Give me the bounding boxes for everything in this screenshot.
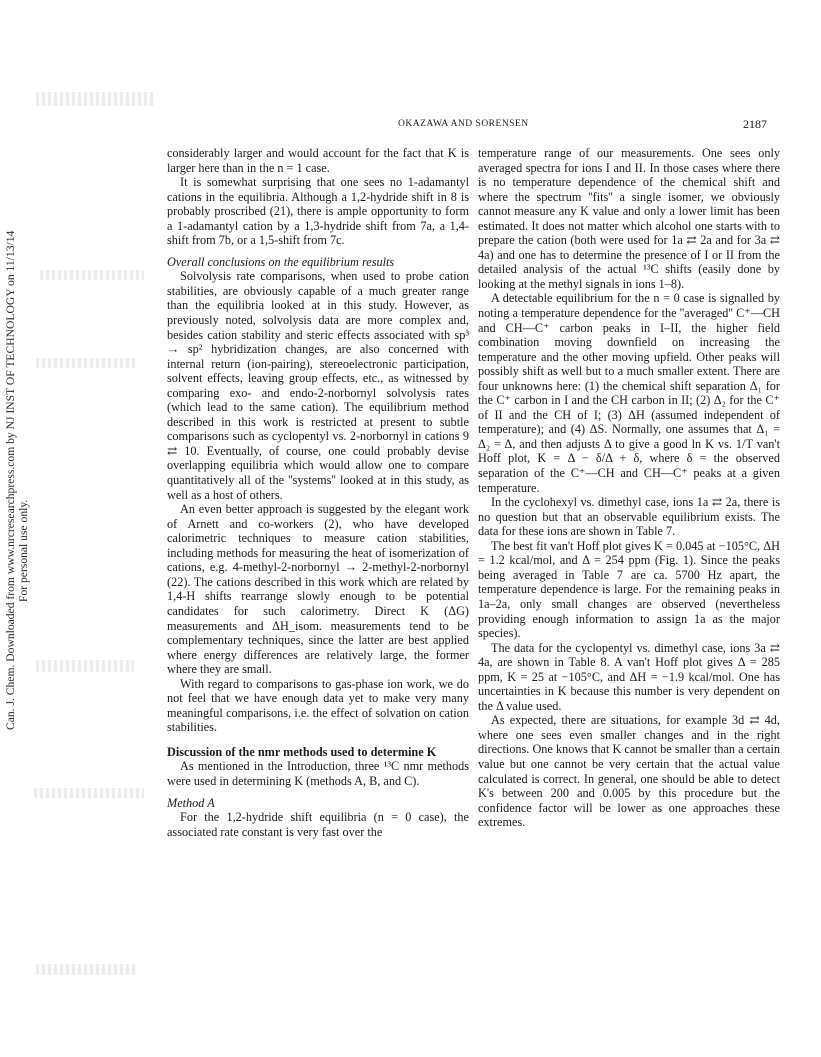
page-number: 2187: [743, 117, 767, 131]
paragraph: Solvolysis rate comparisons, when used to probe cation stabilities, are obviously capable of a much greater range than the equilibria looked at in this study. However, as previously noted, solvolysis data are more complex and, besides cation stability and steric effects associated with sp³ → sp² hybridization changes, are also concerned with internal return (ion-pairing), stereoelectronic participation, solvent effects, leaving group effects, etc., as witnessed by comparing exo- and endo-2-norbornyl solvolysis rates (which lead to the same cation). The equilibrium method described in this work is restricted at present to subtle comparisons such as cyclopentyl vs. 2-norbornyl in cations 9 ⇄ 10. Eventually, of course, one could probably devise overlapping equilibria which would allow one to compare quantitatively all of the ''systems'' looked at in this study, as well as a host of others.: [167, 269, 469, 502]
paragraph: As expected, there are situations, for example 3d ⇄ 4d, where one sees even smaller changes and in the right directions. One knows that K cannot be smaller than a certain value but one cannot be very certain that the actual value calculated is correct. In general, one should be able to detect K's between 200 and 0.005 by this procedure but the confidence factor will be lower as one approaches these extremes.: [478, 713, 780, 830]
running-head: OKAZAWA AND SORENSEN: [398, 119, 529, 129]
paragraph: A detectable equilibrium for the n = 0 case is signalled by noting a temperature dependence for the ''averaged'' C⁺—CH and CH—C⁺ carbon peaks in I–II, the higher field combination moving downfield on increasing the temperature and the other moving upfield. Other peaks will possibly shift as well but to a much smaller extent. There are four unknowns here: (1) the chemical shift separation Δ₁ for the C⁺ carbon in I and the CH carbon in II; (2) Δ₂ for the C⁺ of II and the CH of I; (3) ΔH (assumed independent of temperature); and (4) ΔS. Normally, one assumes that Δ₁ = Δ₂ = Δ, and then adjusts Δ to give a good ln K vs. 1/T van't Hoff plot, K = Δ − δ/Δ + δ, where δ = the observed separation of the C⁺—CH and CH—C⁺ peaks at a given temperature.: [478, 291, 780, 495]
paragraph: The data for the cyclopentyl vs. dimethyl case, ions 3a ⇄ 4a, are shown in Table 8. A van't Hoff plot gives Δ = 285 ppm, K = 25 at −105°C, and ΔH = −1.9 kcal/mol. One has uncertainties in K because this number is very dependent on the Δ value used.: [478, 640, 780, 713]
paragraph: As mentioned in the Introduction, three ¹³C nmr methods were used in determining K (methods A, B, and C).: [167, 759, 469, 788]
section-heading-nmr-methods: Discussion of the nmr methods used to determine K: [167, 744, 437, 759]
watermark-line-2: For personal use only.: [17, 499, 30, 602]
bleed-through-smudge: [36, 964, 136, 975]
paragraph: With regard to comparisons to gas-phase ion work, we do not feel that we have enough data yet to make very many meaningful comparisons, i.e. the effect of solvation on cation stabilities.: [167, 676, 469, 735]
paragraph: For the 1,2-hydride shift equilibria (n = 0 case), the associated rate constant is very fast over the: [167, 810, 469, 839]
paragraph: temperature range of our measurements. One sees only averaged spectra for ions I and II. In those cases where there is no temperature dependence of the chemical shift and where the spectrum ''fits'' a single isomer, we obviously cannot measure any K value and only a lower limit has been estimated. It does not matter which alcohol one starts with to prepare the cation (both were used for 1a ⇄ 2a and for 3a ⇄ 4a) and one has to determine the presence of I or II from the detailed analysis of the actual ¹³C shifts (easily done by looking at the methyl signals in ions 1–8).: [478, 146, 780, 291]
paragraph: The best fit van't Hoff plot gives K = 0.045 at −105°C, ΔH = 1.2 kcal/mol, and Δ = 254 ppm (Fig. 1). Since the peaks being averaged in Table 7 are ca. 5700 Hz apart, the temperature dependence is large. For the remaining peaks in 1a–2a, only small changes are observed (nevertheless providing enough information to assign 1a as the major species).: [478, 538, 780, 641]
right-column: [478, 146, 780, 830]
left-column: [167, 146, 469, 839]
bleed-through-smudge: [36, 92, 154, 106]
bleed-through-smudge: [36, 358, 136, 368]
paragraph: An even better approach is suggested by the elegant work of Arnett and co-workers (2), who have developed calorimetric techniques to measure cation stabilities, including methods for measuring the heat of isomerization of cations, e.g. 4-methyl-2-norbornyl → 2-methyl-2-norbornyl (22). The cations described in this work which are related by 1,4-H shifts rearrange slowly enough to be potential candidates for such calorimetry. Direct K (ΔG) measurements and ΔH_isom. measurements tend to be complementary techniques, since the latter are best applied where energy differences are relatively large, the former where they are small.: [167, 502, 469, 677]
subheading-method-a: Method A: [167, 795, 215, 810]
bleed-through-smudge: [40, 270, 144, 280]
section-heading-overall-conclusions: Overall conclusions on the equilibrium results: [167, 254, 395, 269]
bleed-through-smudge: [36, 660, 134, 672]
paragraph: It is somewhat surprising that one sees no 1-adamantyl cations in the equilibria. Although a 1,2-hydride shift in 8 is probably proscribed (21), there is ample opportunity to form a 1-adamantyl cation by a 1,3-hydride shift from 7a, a 1,4-shift from 7b, or a 1,5-shift from 7c.: [167, 175, 469, 248]
watermark-line-1: Can. J. Chem. Downloaded from www.nrcresearchpress.com by NJ INST OF TECHNOLOGY on 11/13/14: [4, 230, 17, 730]
paragraph: considerably larger and would account for the fact that K is larger here than in the n = 1 case.: [167, 146, 469, 175]
paragraph: In the cyclohexyl vs. dimethyl case, ions 1a ⇄ 2a, there is no question but that an observable equilibrium exists. The data for these ions are shown in Table 7.: [478, 495, 780, 539]
download-watermark: [4, 231, 30, 730]
bleed-through-smudge: [34, 788, 144, 798]
